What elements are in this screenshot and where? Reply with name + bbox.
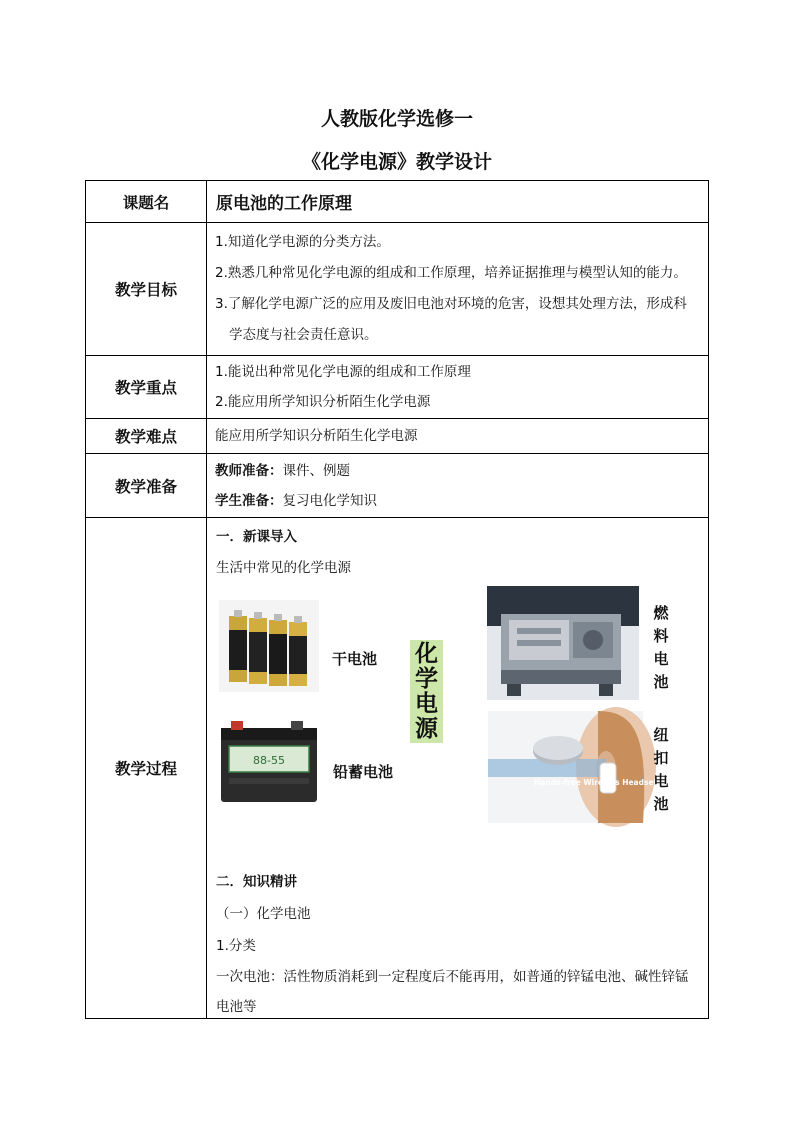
- prep-label: 教学准备: [86, 454, 207, 518]
- process-label: 教学过程: [86, 518, 207, 1019]
- teacher-prep: [215, 456, 700, 486]
- student-prep-label: 学生准备：: [215, 492, 283, 509]
- intro-text: 生活中常见的化学电源: [216, 560, 351, 576]
- subsection-item: 1.分类: [216, 938, 256, 954]
- key-points-label: 教学重点: [86, 356, 207, 419]
- subsection-heading: （一）化学电池: [216, 906, 311, 922]
- vertical-char: 料: [653, 627, 669, 645]
- fuel-cell-label: [652, 602, 670, 694]
- vertical-char: 电: [653, 650, 669, 668]
- primary-battery-text-cont: 电池等: [216, 999, 257, 1015]
- student-prep: [215, 486, 700, 516]
- goals-list: [207, 223, 708, 355]
- vertical-char: 池: [653, 673, 669, 691]
- lead-battery-label: 铅蓄电池: [333, 763, 394, 781]
- teacher-prep-value: 课件、例题: [282, 462, 350, 479]
- vertical-char: 纽: [653, 726, 669, 744]
- key-point-item: 2.能应用所学知识分析陌生化学电源: [215, 394, 431, 410]
- prep-content: [207, 455, 708, 517]
- topic-label: 课题名: [86, 181, 207, 223]
- document-subtitle: 《化学电源》教学设计: [301, 151, 492, 173]
- goal-item: 1.知道化学电源的分类方法。: [215, 234, 390, 250]
- key-points-list: [207, 356, 708, 418]
- button-cell-label: [652, 724, 670, 816]
- vertical-char: 电: [415, 691, 438, 717]
- chemical-power-tag: [410, 642, 443, 742]
- student-prep-value: 复习电化学知识: [282, 492, 377, 509]
- vertical-char: 源: [415, 716, 438, 742]
- goals-label: 教学目标: [86, 223, 207, 356]
- vertical-char: 池: [653, 795, 669, 813]
- lead-battery-photo: [217, 1043, 322, 1131]
- vertical-char: 学: [415, 666, 438, 692]
- vertical-char: 电: [653, 772, 669, 790]
- goal-item: 学态度与社会责任意识。: [229, 327, 378, 343]
- battery-sticker-text: 88-55: [253, 754, 285, 767]
- process-content: [207, 518, 708, 1018]
- headset-caption: Hands-free Wireless Headset: [534, 778, 658, 787]
- vertical-char: 燃: [653, 604, 669, 622]
- difficulty-value: 能应用所学知识分析陌生化学电源: [215, 428, 418, 444]
- vertical-char: 扣: [653, 749, 669, 767]
- teacher-prep-label: 教师准备：: [215, 462, 283, 479]
- dry-cell-photo: [219, 600, 319, 692]
- primary-battery-text: 一次电池：活性物质消耗到一定程度后不能再用，如普通的锌锰电池、碱性锌锰: [216, 969, 689, 985]
- lesson-plan-table: [85, 180, 709, 1019]
- fuel-cell-photo: [487, 586, 639, 700]
- topic-value: 原电池的工作原理: [216, 194, 352, 214]
- section-heading-2: 二．知识精讲: [216, 874, 297, 890]
- document-title: 人教版化学选修一: [320, 108, 473, 130]
- lead-acid-battery-photo: [217, 716, 322, 808]
- dry-cell-label: 干电池: [332, 650, 378, 668]
- key-point-item: 1.能说出种常见化学电源的组成和工作原理: [215, 364, 471, 380]
- difficulty-label: 教学难点: [86, 419, 207, 454]
- goal-item: 2.熟悉几种常见化学电源的组成和工作原理，培养证据推理与模型认知的能力。: [215, 265, 687, 281]
- vertical-char: 化: [415, 641, 438, 667]
- section-heading: 一．新课导入: [216, 529, 297, 545]
- button-cell-photo: [488, 711, 658, 823]
- goal-item: 3.了解化学电源广泛的应用及废旧电池对环境的危害，设想其处理方法，形成科: [215, 296, 687, 312]
